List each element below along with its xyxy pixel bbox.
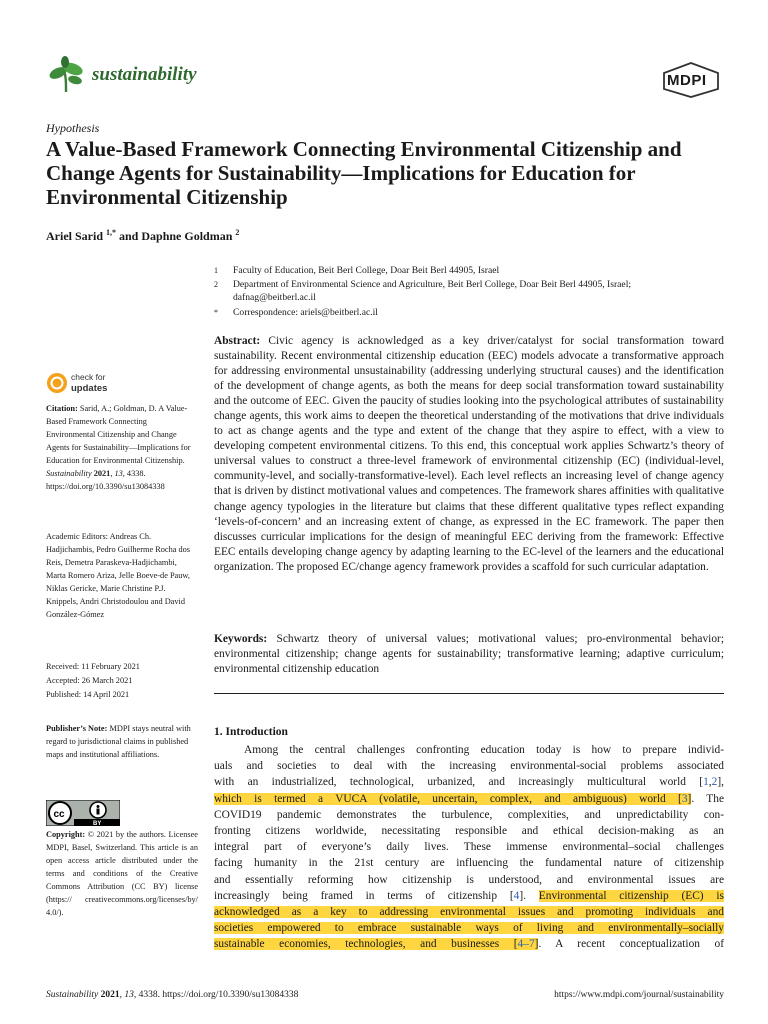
- academic-editors: Academic Editors: Andreas Ch. Hadjichambis, Pedro Guilherme Rocha dos Reis, Demetra Paraskeva-Hadjichambi, Marta Romero Ariza, Jelle Boeve-de Pauw, Niklas Gericke, Marie Christine P.J. Knippels, Andri Christodoulou and David González-Gómez: [46, 532, 191, 619]
- footer-year: 2021: [98, 990, 120, 1000]
- intro-text-segment: . A recent conceptualization of: [538, 938, 724, 951]
- highlighted-text: Environmental citizenship (EC) is: [538, 889, 724, 902]
- intro-text-segment: ].: [519, 889, 539, 902]
- author-name: Ariel Sarid: [46, 229, 103, 243]
- highlighted-text: societies empowered to embrace sustainable ways of living and environmentally–socially: [214, 922, 724, 935]
- highlighted-text: ]: [534, 938, 539, 951]
- keywords-text: Schwartz theory of universal values; motivational values; pro-environmental behavior; environmental citizenship; change agents for sustainability; transformative learning; adaptive curriculum; environmental citizenship education: [214, 633, 724, 676]
- intro-text-line: [214, 791, 724, 807]
- publisher-note: [46, 722, 198, 761]
- affiliation-item: [214, 264, 724, 277]
- abstract: [214, 334, 724, 575]
- citation-volume: 13: [114, 469, 123, 478]
- author-affiliation-mark: 1,*: [106, 228, 116, 237]
- intro-text-line: [214, 936, 724, 952]
- published-date: Published: 14 April 2021: [46, 690, 130, 699]
- intro-text-segment: ,: [708, 776, 712, 789]
- citation-block: [46, 402, 198, 493]
- svg-text:cc: cc: [53, 809, 65, 820]
- copyright-text: © 2021 by the authors. Licensee MDPI, Basel, Switzerland. This article is an open access article distributed under the terms and conditions of the Creative Commons Attribution (CC BY) license (https:// creativecommons.org/licenses/by/ 4.0/).: [46, 830, 198, 917]
- intro-text-line: [214, 774, 724, 790]
- check-updates-top-text: check for: [71, 372, 106, 382]
- intro-text-segment: increasingly being framed in terms of citizenship [: [214, 889, 514, 902]
- section-heading-introduction: 1. Introduction: [214, 726, 288, 738]
- publisher-logo-text: MDPI: [667, 72, 707, 89]
- intro-text-line: [214, 839, 724, 855]
- footer-citation: [46, 990, 298, 1000]
- citation-reference-link[interactable]: 3: [681, 792, 688, 805]
- received-date: Received: 11 February 2021: [46, 662, 140, 671]
- intro-text-segment: . The: [691, 792, 725, 805]
- check-updates-bottom-text: updates: [71, 383, 108, 394]
- footer-journal: Sustainability: [46, 990, 99, 1000]
- intro-text-line: [214, 855, 724, 871]
- citation-reference-link[interactable]: 4: [513, 889, 520, 902]
- publisher-note-text: MDPI stays neutral with regard to jurisdictional claims in published maps and institutional affiliations.: [46, 724, 191, 759]
- highlighted-text: acknowledged as a key to addressing environmental issues and promoting individuals and: [214, 906, 724, 918]
- footer-journal-url[interactable]: https://www.mdpi.com/journal/sustainability: [554, 990, 724, 1000]
- citation-label: Citation:: [46, 404, 78, 413]
- keywords: [214, 632, 724, 677]
- intro-text-segment: with an industrialized, technological, urbanized, and increasingly multicultural world [: [214, 776, 704, 789]
- author-affiliation-mark: 2: [235, 228, 240, 237]
- intro-text-segment: fronting citizens worldwide, necessitating responsible and ethical decision-making as an: [214, 825, 724, 837]
- intro-text-segment: integral part of everyone’s daily lives. These immense environmental–social challenges: [214, 841, 724, 854]
- intro-text-segment: uals and societies to deal with the increasing environmental-social problems associated: [214, 760, 724, 773]
- citation-text: Sarid, A.; Goldman, D. A Value-Based Framework Connecting Environmental Citizenship and Change Agents for Sustainability—Implications for Education for Environmental Citizenship.: [46, 404, 191, 465]
- highlighted-text: which is termed a VUCA (volatile, uncertain, complex, and ambiguous) world [: [214, 792, 682, 805]
- author-name: Daphne Goldman: [141, 229, 233, 243]
- publisher-note-label: Publisher’s Note:: [46, 724, 108, 733]
- article-type: Hypothesis: [46, 121, 100, 135]
- intro-text-line: [214, 823, 724, 839]
- cc-badge-text: BY: [93, 821, 102, 826]
- intro-text-line: [214, 904, 724, 920]
- intro-text-segment: ],: [717, 776, 724, 789]
- section-divider: [214, 693, 724, 694]
- intro-text-segment: Among the central challenges confronting education today is how to prepare individ-: [244, 744, 724, 756]
- journal-name: sustainability: [92, 64, 197, 85]
- affiliation-text: Faculty of Education, Beit Berl College, Doar Beit Berl 44905, Israel: [233, 265, 500, 276]
- citation-reference-link[interactable]: 1: [703, 776, 709, 789]
- highlighted-text: sustainable economies, technologies, and businesses [: [214, 938, 518, 951]
- affiliation-item: [214, 306, 724, 319]
- affiliation-mark: *: [214, 308, 218, 317]
- citation-doi: , 4338. https://doi.org/10.3390/su13084338: [46, 469, 165, 491]
- citation-reference-link[interactable]: 4–7: [517, 938, 535, 951]
- citation-journal: Sustainability: [46, 469, 92, 478]
- authors-line: [46, 228, 239, 244]
- footer-doi: , 4338. https://doi.org/10.3390/su13084338: [133, 990, 299, 1000]
- journal-logo-leaf-icon: [46, 56, 86, 96]
- cc-by-license-icon[interactable]: [46, 800, 120, 826]
- abstract-text: Civic agency is acknowledged as a key driver/catalyst for social transformation toward sustainability. Recent environmental citizenship education (EEC) models advocate a transformative approach for addressing environmental unsustainability (addressing underlying structural causes) and the identification of the development of change agents, as both the means for deep social transformation toward sustainability and the outcome of EEC. Given the paucity of studies looking into the psychological attributes of sustainability change agents, this work aims to deepen the theoretical understanding of the motivations that drive individuals to act as change agents and the type and extent of the change that they aspire to effect, with a view to developing competent environmental citizens. To this end, this conceptual work applies Schwartz’s theory of universal values to construct a three-level framework of environmental citizenship (EC) (individual-level, community-level, and socially-transformative-level). Each level reflects an increasing level of change agency that is driven by distinct motivational values and competences. The framework shares affinities with qualitative change agency typologies in the literature but claims that these different qualitative types reflect expanding ‘levels-of-concern’ and an increasing extent of change, as expressed in the EC framework. The paper then discusses curricular implications for the design of meaningful EEC deriving from the framework: Effective EEC entails developing change agency by adapting learning to the EC-level of the learners and the educational organization. The proposed EC/change agency framework provides a scaffold for such curricular adaptation.: [214, 335, 724, 573]
- intro-text-segment: facing humanity in the 21st century are influencing the fundamental nature of citizenship: [214, 857, 724, 870]
- copyright-label: Copyright:: [46, 830, 86, 839]
- affiliation-text: Correspondence: ariels@beitberl.ac.il: [233, 307, 378, 318]
- citation-separator: ,: [110, 469, 115, 478]
- intro-text-segment: COVID19 pandemic demonstrates the turbulence, complexities, and unpredictability con-: [214, 808, 724, 821]
- intro-text-line: [214, 888, 724, 904]
- article-title: A Value-Based Framework Connecting Environmental Citizenship and Change Agents for Sustainability—Implications for Education for Environmental Citizenship: [46, 137, 682, 209]
- intro-text-segment: and essentially reforming how citizenship is understood, and environmental issues are: [214, 873, 724, 886]
- intro-text-line: [214, 920, 724, 936]
- intro-text-line: [214, 742, 724, 758]
- intro-text-line: [214, 807, 724, 823]
- authors-conjunction: and: [116, 229, 142, 243]
- footer-separator: ,: [119, 990, 125, 1000]
- intro-text-line: [214, 758, 724, 774]
- citation-reference-link[interactable]: 2: [711, 776, 718, 789]
- citation-year: 2021: [91, 469, 111, 478]
- abstract-label: Abstract:: [214, 335, 261, 347]
- affiliation-mark: 1: [214, 266, 218, 275]
- accepted-date: Accepted: 26 March 2021: [46, 676, 133, 685]
- footer-volume: 13: [124, 990, 134, 1000]
- intro-text-line: [214, 872, 724, 888]
- affiliation-text: Department of Environmental Science and Agriculture, Beit Berl College, Doar Beit Berl 44905, Israel; dafnag@beitberl.ac.il: [233, 279, 632, 304]
- highlighted-text: ]: [687, 792, 692, 805]
- copyright-block: [46, 828, 198, 919]
- check-for-updates-badge[interactable]: [46, 368, 156, 398]
- affiliation-item: [214, 278, 709, 305]
- keywords-label: Keywords:: [214, 633, 268, 645]
- affiliation-mark: 2: [214, 280, 218, 289]
